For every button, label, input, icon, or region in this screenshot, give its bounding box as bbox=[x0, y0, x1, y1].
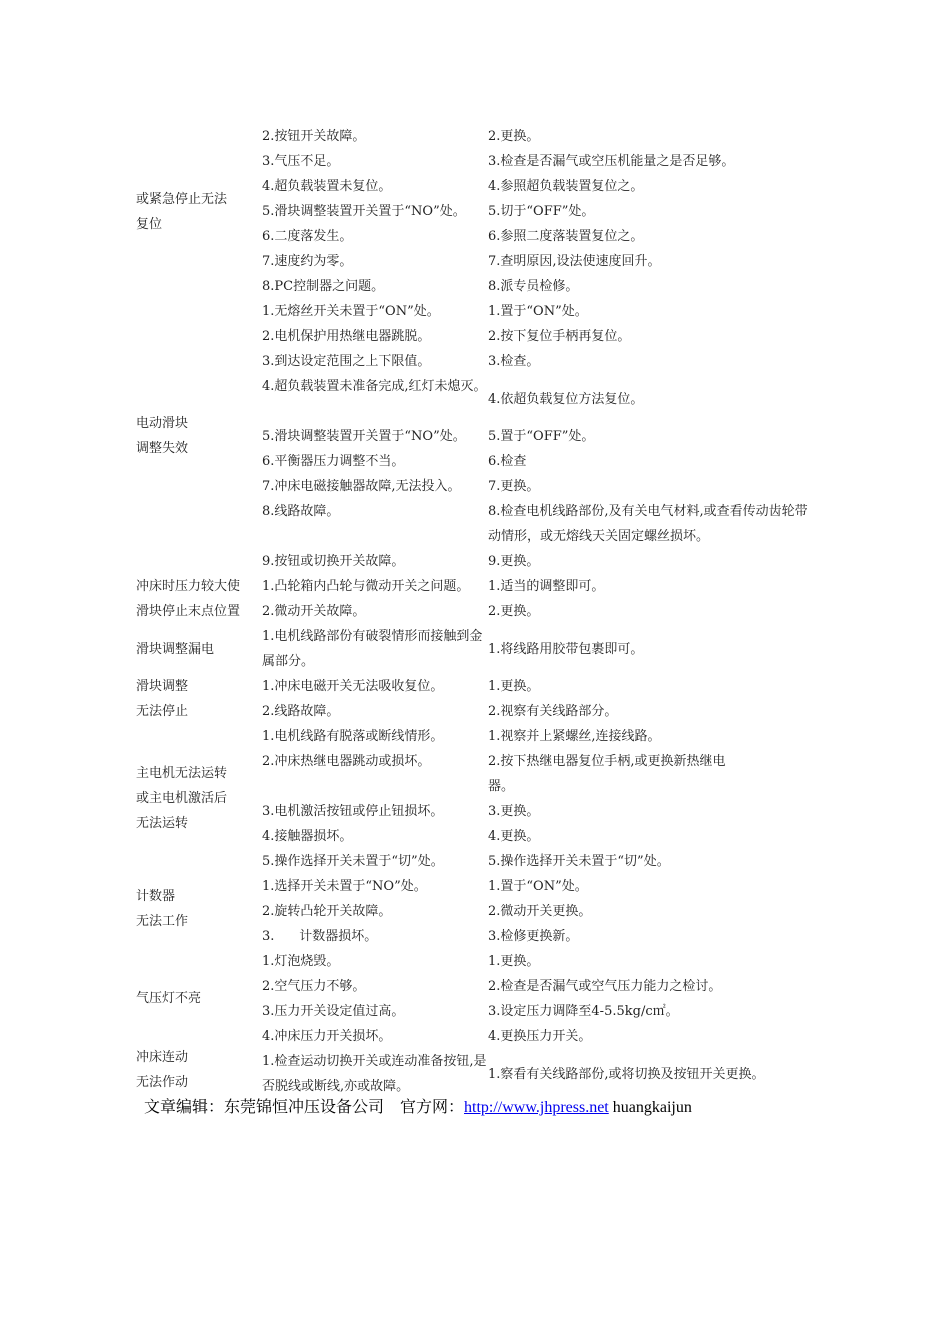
table-row bbox=[0, 624, 950, 674]
remedy-cell: 1.将线路用胶带包裹即可。 bbox=[488, 641, 644, 657]
cause-cell: 3.电机激活按钮或停止钮损坏。 bbox=[262, 804, 444, 819]
remedy-cell: 1.察看有关线路部份,或将切换及按钮开关更换。 bbox=[488, 1066, 765, 1082]
cause-cell: 1.无熔丝开关未置于“ON”处。 bbox=[262, 304, 440, 319]
cause-cell: 7.速度约为零。 bbox=[262, 254, 353, 269]
remedy-cell: 6.参照二度落装置复位之。 bbox=[488, 229, 644, 244]
remedy-cell: 2.按下热继电器复位手柄,或更换新热继电器。 bbox=[488, 754, 726, 794]
remedy-cell: 7.更换。 bbox=[488, 479, 540, 494]
footer-suffix: huangkaijun bbox=[608, 1099, 692, 1116]
remedy-cell: 4.更换。 bbox=[488, 829, 540, 844]
remedy-cell: 7.查明原因,设法使速度回升。 bbox=[488, 254, 661, 269]
remedy-cell: 2.视察有关线路部分。 bbox=[488, 704, 618, 719]
remedy-cell: 2.更换。 bbox=[488, 604, 540, 619]
cause-cell: 2.电机保护用热继电器跳脱。 bbox=[262, 329, 431, 344]
cause-cell: 4.超负载装置未复位。 bbox=[262, 179, 392, 194]
remedy-cell: 3.设定压力调降至4-5.5kg/c㎡。 bbox=[488, 1004, 679, 1019]
cause-cell: 2.旋转凸轮开关故障。 bbox=[262, 904, 392, 919]
symptom-linkage: 冲床连动 无法作动 bbox=[136, 1050, 189, 1090]
cause-cell: 3. 计数器损坏。 bbox=[262, 929, 378, 944]
table-row bbox=[0, 549, 950, 574]
cause-cell: 3.气压不足。 bbox=[262, 154, 340, 169]
cause-cell: 1.电机线路有脱落或断线情形。 bbox=[262, 729, 444, 744]
table-row bbox=[0, 274, 950, 299]
table-row bbox=[0, 849, 950, 874]
footer-prefix: 文章编辑：东莞锦恒冲压设备公司 官方网： bbox=[144, 1099, 465, 1116]
cause-cell: 1.凸轮箱内凸轮与微动开关之问题。 bbox=[262, 579, 470, 594]
remedy-cell: 4.更换压力开关。 bbox=[488, 1029, 592, 1044]
cause-cell: 2.微动开关故障。 bbox=[262, 604, 366, 619]
cause-cell: 2.线路故障。 bbox=[262, 704, 340, 719]
remedy-cell: 2.检查是否漏气或空气压力能力之检讨。 bbox=[488, 979, 722, 994]
cause-cell: 5.滑块调整装置开关置于“NO”处。 bbox=[262, 204, 466, 219]
remedy-cell: 3.更换。 bbox=[488, 804, 540, 819]
remedy-cell: 2.更换。 bbox=[488, 129, 540, 144]
symptom-emergency-stop: 或紧急停止无法复位 bbox=[136, 192, 228, 232]
remedy-cell: 1.适当的调整即可。 bbox=[488, 579, 605, 594]
remedy-cell: 1.置于“ON”处。 bbox=[488, 879, 588, 894]
cause-cell: 7.冲床电磁接触器故障,无法投入。 bbox=[262, 479, 461, 494]
table-row bbox=[0, 124, 950, 149]
footer-credit bbox=[144, 1096, 692, 1120]
cause-cell: 6.平衡器压力调整不当。 bbox=[262, 454, 405, 469]
cause-cell: 2.冲床热继电器跳动或损坏。 bbox=[262, 754, 431, 769]
remedy-cell: 5.置于“OFF”处。 bbox=[488, 429, 595, 444]
remedy-cell: 2.微动开关更换。 bbox=[488, 904, 592, 919]
cause-cell: 4.接触器损坏。 bbox=[262, 829, 353, 844]
remedy-cell: 9.更换。 bbox=[488, 554, 540, 569]
cause-cell: 3.到达设定范围之上下限值。 bbox=[262, 354, 431, 369]
table-row bbox=[0, 249, 950, 274]
remedy-cell: 4.依超负载复位方法复位。 bbox=[488, 391, 644, 407]
remedy-cell: 5.操作选择开关未置于“切”处。 bbox=[488, 854, 670, 869]
cause-cell: 1.灯泡烧毁。 bbox=[262, 954, 340, 969]
cause-cell: 5.操作选择开关未置于“切”处。 bbox=[262, 854, 444, 869]
table-row bbox=[0, 324, 950, 349]
cause-cell: 1.选择开关未置于“NO”处。 bbox=[262, 879, 427, 894]
table-row bbox=[0, 724, 950, 749]
remedy-cell: 3.检修更换新。 bbox=[488, 929, 579, 944]
cause-cell: 1.电机线路部份有破裂情形而接触到金属部分。 bbox=[262, 629, 483, 669]
cause-cell: 1.冲床电磁开关无法吸收复位。 bbox=[262, 679, 444, 694]
cause-cell: 3.压力开关设定值过高。 bbox=[262, 1004, 405, 1019]
cause-cell: 2.按钮开关故障。 bbox=[262, 129, 366, 144]
remedy-cell: 8.派专员检修。 bbox=[488, 279, 579, 294]
cause-cell: 8.PC控制器之问题。 bbox=[262, 279, 385, 294]
cause-cell: 9.按钮或切换开关故障。 bbox=[262, 554, 405, 569]
cause-cell: 4.冲床压力开关损坏。 bbox=[262, 1029, 392, 1044]
cause-cell: 8.线路故障。 bbox=[262, 504, 340, 519]
table-row bbox=[0, 349, 950, 374]
symptom-slide-cannot-stop: 滑块调整 无法停止 bbox=[136, 679, 189, 719]
symptom-main-motor: 主电机无法运转或主电机激活后无法运转 bbox=[136, 766, 228, 831]
cause-cell: 1.检查运动切换开关或连动准备按钮,是否脱线或断线,亦或故障。 bbox=[262, 1054, 487, 1094]
remedy-cell: 1.更换。 bbox=[488, 954, 540, 969]
remedy-cell: 8.检查电机线路部份,及有关电气材料,或查看传动齿轮带动情形，或无熔线天关固定螺丝损坏。 bbox=[488, 504, 808, 544]
remedy-cell: 3.检查是否漏气或空压机能量之是否足够。 bbox=[488, 154, 735, 169]
cause-cell: 2.空气压力不够。 bbox=[262, 979, 366, 994]
table-row bbox=[0, 149, 950, 174]
remedy-cell: 6.检查 bbox=[488, 454, 527, 469]
symptom-cell: 滑块调整漏电 bbox=[136, 641, 215, 657]
symptom-counter: 计数器 无法工作 bbox=[136, 889, 189, 929]
remedy-cell: 5.切于“OFF”处。 bbox=[488, 204, 595, 219]
remedy-cell: 1.视察并上紧螺丝,连接线路。 bbox=[488, 729, 661, 744]
remedy-cell: 4.参照超负载装置复位之。 bbox=[488, 179, 644, 194]
table-row bbox=[0, 499, 950, 549]
remedy-cell: 1.置于“ON”处。 bbox=[488, 304, 588, 319]
table-row bbox=[0, 949, 950, 974]
symptom-electric-slide-failure: 电动滑块 调整失效 bbox=[136, 416, 189, 456]
cause-cell: 4.超负载装置未准备完成,红灯未熄灭。 bbox=[262, 379, 487, 394]
symptom-slide-stop-end: 滑块停止末点位置 bbox=[136, 604, 241, 619]
remedy-cell: 2.按下复位手柄再复位。 bbox=[488, 329, 631, 344]
remedy-cell: 1.更换。 bbox=[488, 679, 540, 694]
symptom-pressure-large: 冲床时压力较大使 bbox=[136, 579, 241, 594]
table-row bbox=[0, 299, 950, 324]
cause-cell: 5.滑块调整装置开关置于“NO”处。 bbox=[262, 429, 466, 444]
table-row bbox=[0, 474, 950, 499]
website-link[interactable]: http://www.jhpress.net bbox=[464, 1099, 609, 1116]
remedy-cell: 3.检查。 bbox=[488, 354, 540, 369]
symptom-air-lamp: 气压灯不亮 bbox=[136, 991, 202, 1006]
cause-cell: 6.二度落发生。 bbox=[262, 229, 353, 244]
